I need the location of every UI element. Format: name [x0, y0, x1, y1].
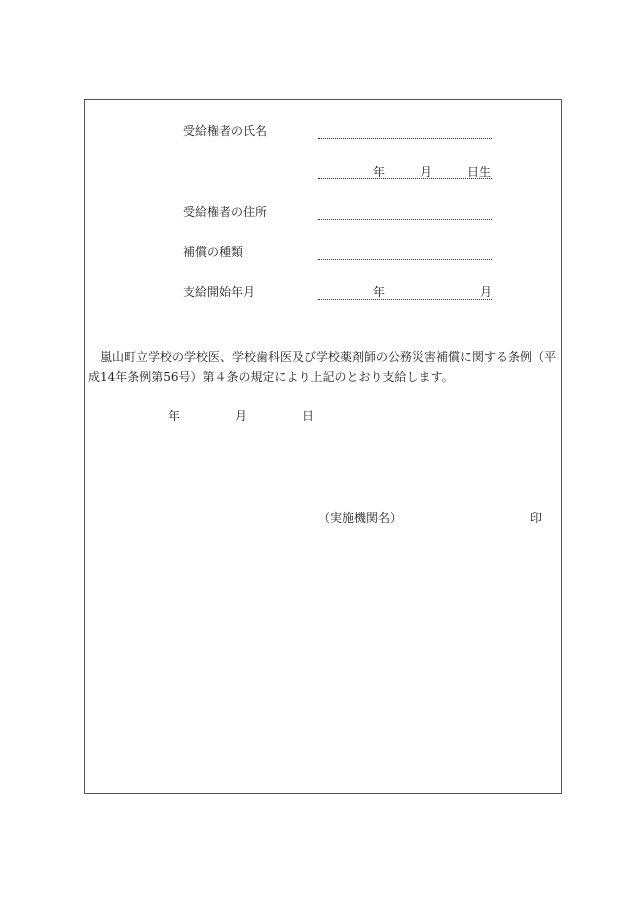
date-month-label: 月 [235, 409, 248, 423]
type-label: 補償の種類 [183, 245, 244, 259]
birthdate-field[interactable] [318, 178, 492, 179]
form-frame [84, 99, 562, 794]
date-day-label: 日 [302, 409, 315, 423]
agency-name-label: （実施機関名） [318, 511, 403, 525]
address-label: 受給権者の住所 [183, 205, 268, 219]
start-year-label: 年 [373, 285, 386, 299]
birth-day-label: 日生 [467, 165, 492, 179]
seal-mark: 印 [530, 511, 543, 525]
body-paragraph: 嵐山町立学校の学校医、学校歯科医及び学校薬剤師の公務災害補償に関する条例（平成14年条例第56号）第４条の規定により上記のとおり支給します。 [88, 350, 557, 384]
address-field[interactable] [318, 219, 492, 220]
start-date-field[interactable] [318, 299, 492, 300]
name-field[interactable] [318, 138, 492, 139]
start-month-label: 月 [480, 285, 493, 299]
date-year-label: 年 [168, 409, 181, 423]
type-field[interactable] [318, 259, 492, 260]
birth-year-label: 年 [373, 165, 386, 179]
start-label: 支給開始年月 [183, 285, 256, 299]
name-label: 受給権者の氏名 [183, 124, 268, 138]
birth-month-label: 月 [420, 165, 433, 179]
